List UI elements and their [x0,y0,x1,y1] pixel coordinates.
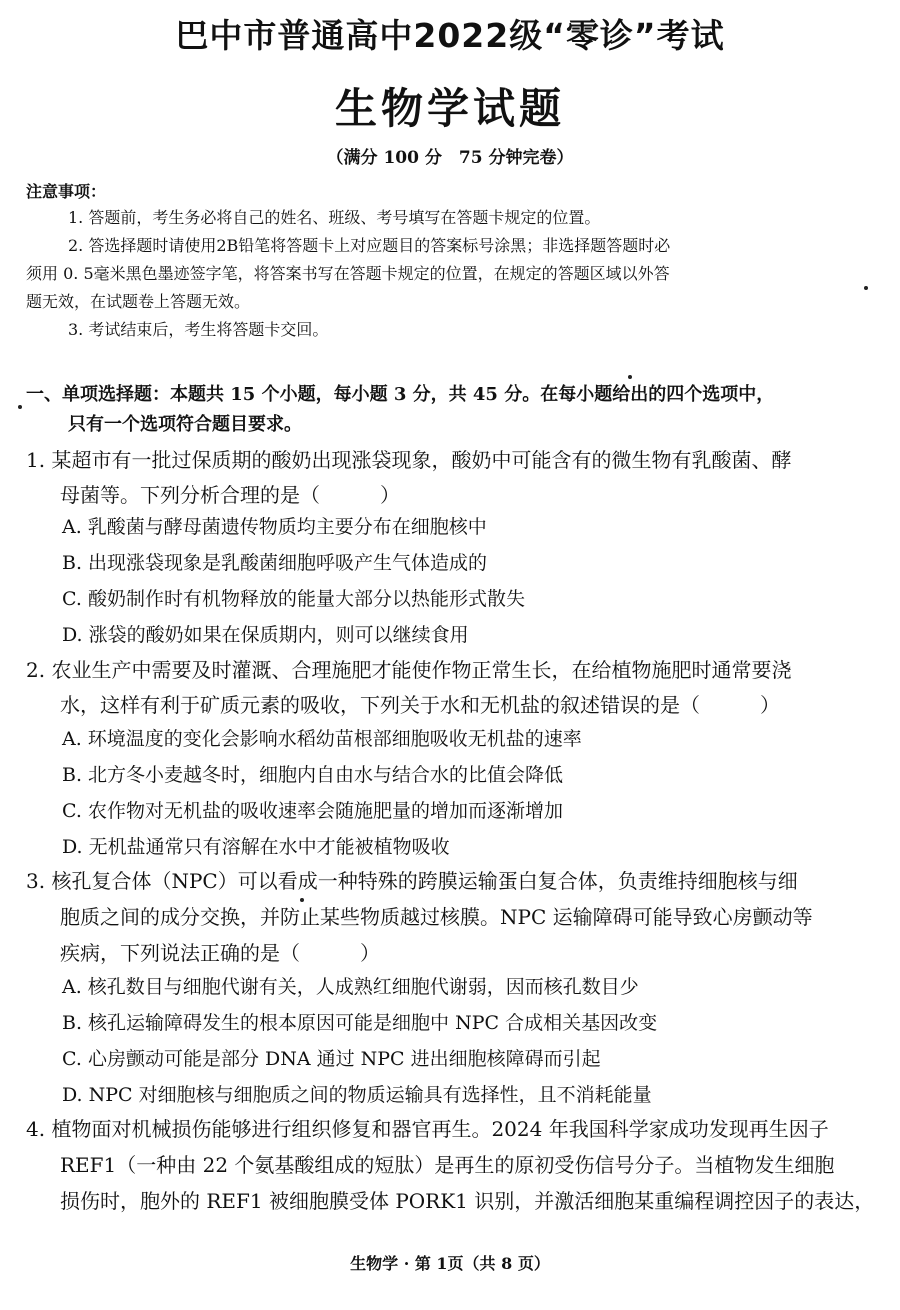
question-3-option-c: C. 心房颤动可能是部分 DNA 通过 NPC 进出细胞核障碍而引起 [62,1048,601,1070]
question-3-option-a: A. 核孔数目与细胞代谢有关，人成熟红细胞代谢弱，因而核孔数目少 [62,976,639,998]
question-2-option-a: A. 环境温度的变化会影响水稻幼苗根部细胞吸收无机盐的速率 [62,728,582,750]
note-line: 2. 答选择题时请使用2B铅笔将答题卡上对应题目的答案标号涂黑；非选择题答题时必 [68,236,671,255]
question-1-line: 1. 某超市有一批过保质期的酸奶出现涨袋现象，酸奶中可能含有的微生物有乳酸菌、酵 [26,448,792,472]
note-line: 3. 考试结束后，考生将答题卡交回。 [68,320,329,339]
question-1-line: 母菌等。下列分析合理的是（ ） [60,483,400,507]
question-1-option-b: B. 出现涨袋现象是乳酸菌细胞呼吸产生气体造成的 [62,552,488,574]
question-3-line: 胞质之间的成分交换，并防止某些物质越过核膜。NPC 运输障碍可能导致心房颤动等 [60,905,813,929]
question-3-line: 3. 核孔复合体（NPC）可以看成一种特殊的跨膜运输蛋白复合体，负责维持细胞核与细 [26,869,798,893]
question-2-option-b: B. 北方冬小麦越冬时，细胞内自由水与结合水的比值会降低 [62,764,564,786]
page-footer: 生物学 · 第 1页（共 8 页） [350,1254,550,1273]
question-3-option-d: D. NPC 对细胞核与细胞质之间的物质运输具有选择性，且不消耗能量 [62,1084,652,1106]
question-4-line: 4. 植物面对机械损伤能够进行组织修复和器官再生。2024 年我国科学家成功发现再生因子 [26,1117,829,1141]
question-1-option-a: A. 乳酸菌与酵母菌遗传物质均主要分布在细胞核中 [62,516,487,538]
exam-subtitle: （满分 100 分 75 分钟完卷） [326,148,574,168]
question-1-option-c: C. 酸奶制作时有机物释放的能量大部分以热能形式散失 [62,588,525,610]
question-2-option-d: D. 无机盐通常只有溶解在水中才能被植物吸收 [62,836,450,858]
note-line: 题无效，在试题卷上答题无效。 [26,292,251,311]
section-heading-cont: 只有一个选项符合题目要求。 [68,414,302,435]
note-line: 1. 答题前，考生务必将自己的姓名、班级、考号填写在答题卡规定的位置。 [68,208,601,227]
exam-title: 巴中市普通高中2022级“零诊”考试 [175,16,725,55]
note-line: 须用 0. 5毫米黑色墨迹签字笔，将答案书写在答题卡规定的位置，在规定的答题区域以外答 [26,264,670,283]
print-speck [300,898,304,902]
notes-heading: 注意事项： [26,182,107,201]
question-2-option-c: C. 农作物对无机盐的吸收速率会随施肥量的增加而逐渐增加 [62,800,563,822]
section-heading: 一、单项选择题：本题共 15 个小题，每小题 3 分，共 45 分。在每小题给出的四个选项中， [26,384,775,405]
question-2-line: 水，这样有利于矿质元素的吸收，下列关于水和无机盐的叙述错误的是（ ） [60,693,780,717]
print-speck [864,286,868,290]
question-3-option-b: B. 核孔运输障碍发生的根本原因可能是细胞中 NPC 合成相关基因改变 [62,1012,658,1034]
question-1-option-d: D. 涨袋的酸奶如果在保质期内，则可以继续食用 [62,624,469,646]
question-2-line: 2. 农业生产中需要及时灌溉、合理施肥才能使作物正常生长，在给植物施肥时通常要浇 [26,658,792,682]
print-speck [628,375,632,379]
question-4-line: REF1（一种由 22 个氨基酸组成的短肽）是再生的原初受伤信号分子。当植物发生细胞 [60,1153,835,1177]
question-4-line: 损伤时，胞外的 REF1 被细胞膜受体 PORK1 识别，并激活细胞某重编程调控因子的表达， [60,1189,875,1213]
subject-title: 生物学试题 [334,84,565,133]
print-speck [18,405,22,409]
question-3-line: 疾病，下列说法正确的是（ ） [60,941,380,965]
